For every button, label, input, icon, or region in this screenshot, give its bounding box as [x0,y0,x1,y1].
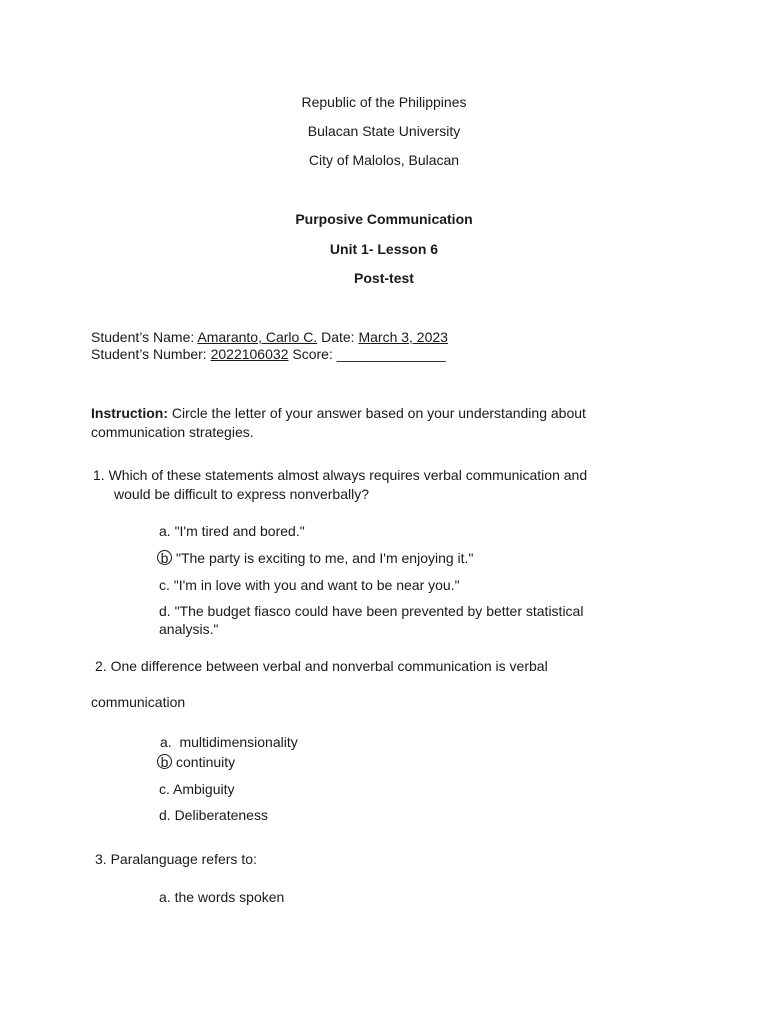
q1-option-d-line-2: analysis." [159,621,219,637]
q2-option-d[interactable]: d. Deliberateness [159,807,268,823]
unit-title: Unit 1- Lesson 6 [329,241,439,257]
q1-option-b-text: "The party is exciting to me, and I'm enjoying it." [176,550,474,566]
q1-option-a[interactable]: a. "I'm tired and bored." [159,523,305,539]
q2-option-b-text: continuity [176,754,236,770]
question-1-line-2: would be difficult to express nonverbally? [114,486,370,502]
date-label: Date: [317,329,359,345]
student-name-label: Student’s Name: [91,329,198,345]
question-1-line-1: 1. Which of these statements almost always requires verbal communication and [93,467,588,483]
student-number-value: 2022106032 [210,346,289,362]
q1-option-b[interactable] [159,550,473,567]
question-2-line-1: 2. One difference between verbal and nonverbal communication is verbal [95,658,548,674]
q1-option-c[interactable]: c. "I'm in love with you and want to be near you." [159,577,460,593]
q2-option-c[interactable]: c. Ambiguity [159,781,235,797]
question-2-line-2: communication [91,694,186,710]
header-university: Bulacan State University [307,123,461,139]
student-number-line [91,346,446,363]
circled-answer-b: b [157,550,172,565]
date-value: March 3, 2023 [358,329,448,345]
student-name-value: Amaranto, Carlo C. [197,329,318,345]
q2-option-b[interactable] [159,754,235,771]
instruction-line-2: communication strategies. [91,424,254,440]
circled-answer-b: b [157,754,172,769]
header-city: City of Malolos, Bulacan [308,152,460,168]
instruction-text-1: Circle the letter of your answer based on your understanding about [168,405,586,421]
q3-option-a[interactable]: a. the words spoken [159,889,285,905]
instruction-label: Instruction: [91,405,168,421]
q1-option-d-line-1[interactable]: d. "The budget fiasco could have been prevented by better statistical [159,603,584,619]
header-republic: Republic of the Philippines [301,94,467,110]
question-3-line-1: 3. Paralanguage refers to: [95,851,257,867]
test-title: Post-test [354,270,414,286]
course-title: Purposive Communication [295,211,473,227]
score-label: Score: ______________ [288,346,446,362]
q2-option-a[interactable]: a. multidimensionality [160,734,298,750]
student-number-label: Student’s Number: [91,346,211,362]
student-name-line [91,329,448,346]
instruction-line-1 [91,405,586,422]
